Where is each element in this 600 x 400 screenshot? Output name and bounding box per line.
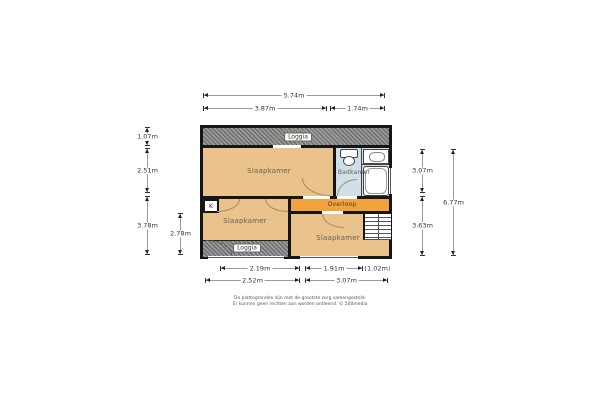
arrow-right-icon	[322, 106, 326, 110]
arrow-down-icon	[420, 188, 424, 192]
bathroom-partition	[361, 164, 389, 165]
dim-tick	[420, 255, 425, 256]
dim-label: 1.02m	[367, 264, 388, 272]
dim-label: 1.07m	[137, 132, 158, 140]
dim-tick	[362, 266, 363, 271]
window-icon	[300, 256, 358, 259]
arrow-left-icon	[306, 278, 310, 282]
staircase	[363, 214, 391, 240]
arrow-left-icon	[221, 266, 225, 270]
dim-label: 3.63m	[412, 221, 433, 230]
dim-tick	[178, 254, 183, 255]
floorplan	[200, 125, 392, 259]
disclaimer-line1: De plattegronden zijn met de grootste zorg samengesteld.	[234, 296, 366, 301]
bathroom-label: Badkamer	[337, 169, 371, 176]
dim-tick	[145, 192, 150, 193]
arrow-right-icon	[383, 278, 387, 282]
loggia-top-label: Loggia	[284, 133, 312, 142]
arrow-up-icon	[420, 150, 424, 154]
dim-tick	[145, 254, 150, 255]
dimension-2.78m	[170, 213, 191, 255]
arrow-down-icon	[451, 251, 455, 255]
dim-label: 2.78m	[170, 229, 191, 238]
dim-label: 5.74m	[283, 91, 305, 99]
arrow-left-icon	[204, 106, 208, 110]
dimension-2.51m	[137, 148, 158, 193]
dimension-3.63m	[412, 196, 433, 256]
arrow-right-icon	[380, 106, 384, 110]
arrow-up-icon	[145, 197, 149, 201]
arrow-right-icon	[295, 266, 299, 270]
loggia-bottom-label: Loggia	[233, 244, 261, 253]
arrow-up-icon	[178, 214, 182, 218]
dimension-3.07m	[412, 149, 433, 193]
dimension-2.19m	[220, 266, 300, 271]
dimension-1.02m	[365, 266, 390, 271]
dimension-6.77m	[443, 149, 464, 256]
bedroom2-label: Slaapkamer	[223, 217, 267, 225]
window-icon	[389, 168, 392, 194]
dimension-3.07m	[305, 278, 388, 283]
arrow-left-icon	[204, 93, 208, 97]
arrow-up-icon	[145, 149, 149, 153]
stair-divider	[378, 214, 379, 239]
arrow-right-icon	[380, 93, 384, 97]
dim-label: 3.78m	[137, 221, 158, 229]
dimension-5.74m	[203, 93, 385, 98]
closet-label: K	[209, 202, 213, 210]
arrow-down-icon	[420, 251, 424, 255]
dim-tick	[387, 278, 388, 283]
dim-label: 2.51m	[137, 166, 158, 174]
bedroom3-label: Slaapkamer	[316, 234, 360, 242]
arrow-down-icon	[145, 188, 149, 192]
arrow-down-icon	[178, 250, 182, 254]
arrow-up-icon	[451, 150, 455, 154]
window-icon	[208, 256, 284, 259]
toilet-bowl-icon	[343, 156, 355, 166]
washbasin-bowl-icon	[369, 152, 385, 162]
dim-label: 1.91m	[323, 264, 345, 272]
dim-label: 6.77m	[443, 198, 464, 206]
hallway-label: Overloop	[327, 201, 357, 208]
dimension-3.87m	[203, 106, 327, 111]
arrow-up-icon	[420, 197, 424, 201]
dimension-3.78m	[137, 196, 158, 255]
dim-tick	[384, 106, 385, 111]
dimension-1.91m	[305, 266, 363, 271]
disclaimer-line2: Er kunnen geen rechten aan worden ontleend. © 500media	[232, 302, 368, 307]
dim-label: 3.07m	[412, 166, 433, 175]
dimension-2.52m	[205, 278, 300, 283]
bedroom1-label: Slaapkamer	[247, 167, 291, 175]
dim-label: 2.19m	[249, 264, 271, 272]
arrow-down-icon	[145, 141, 149, 145]
dim-tick	[299, 278, 300, 283]
dim-tick	[299, 266, 300, 271]
dim-tick	[420, 192, 425, 193]
dim-label: 3.07m	[336, 276, 357, 284]
dim-tick	[145, 145, 150, 146]
dim-label: 3.87m	[254, 104, 276, 112]
dim-tick	[384, 93, 385, 98]
dimension-1.07m	[137, 127, 158, 146]
dim-tick	[326, 106, 327, 111]
arrow-left-icon	[331, 106, 335, 110]
dimension-1.74m	[330, 106, 385, 111]
arrow-left-icon	[306, 266, 310, 270]
arrow-right-icon	[295, 278, 299, 282]
arrow-right-icon	[358, 266, 362, 270]
dim-label: 1.74m	[347, 104, 368, 112]
arrow-left-icon	[206, 278, 210, 282]
dim-tick	[451, 255, 456, 256]
dim-label: 2.52m	[242, 276, 263, 284]
arrow-down-icon	[145, 250, 149, 254]
